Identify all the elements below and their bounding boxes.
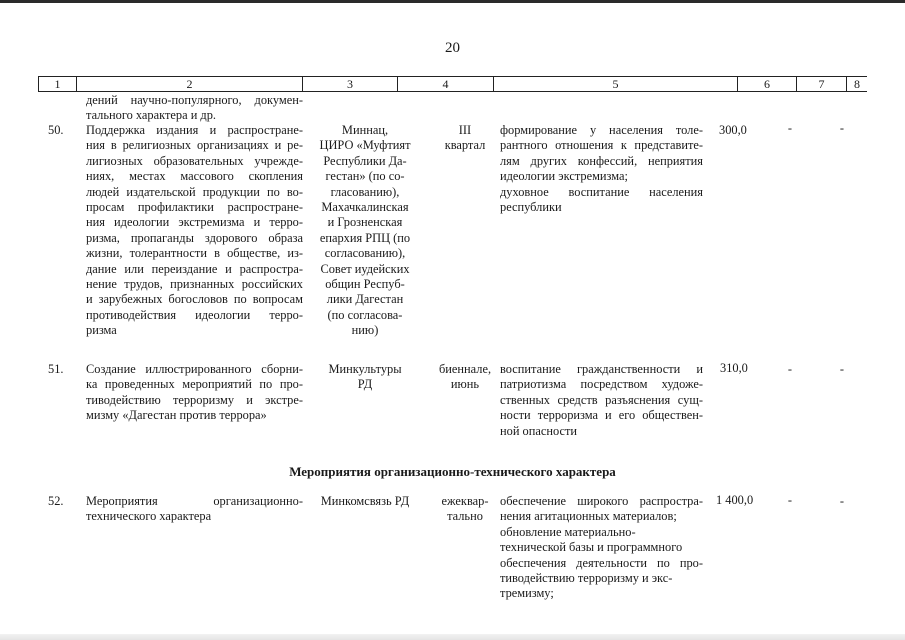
description-line: ния идеологии экстремизма и терро- — [86, 215, 303, 230]
description-line: противодействия идеологии терро- — [86, 307, 303, 322]
executor-line: ЦИРО «Муфтият — [319, 138, 411, 153]
term-line: III — [458, 123, 472, 137]
header-col-2: 2 — [76, 77, 302, 91]
description-line: мизму «Дагестан против террора» — [86, 408, 267, 423]
executor-line: Минкультуры — [328, 362, 402, 376]
header-col-7: 7 — [796, 77, 846, 91]
continuation-line: тального характера и др. — [86, 108, 217, 122]
result-line: духовное воспитание населения — [500, 184, 703, 199]
description-line: ния в религиозных организациях и ре- — [86, 138, 303, 153]
executor-line: епархия РПЦ (по — [319, 230, 411, 245]
description-line: тиводействию терроризму и экстре- — [86, 392, 303, 407]
continuation-line: дений научно-популярного, докумен- — [86, 93, 303, 107]
description-line: ниях, местах массового скопления — [86, 169, 303, 184]
row-number: 50. — [48, 123, 64, 137]
executor-line: нию) — [351, 323, 379, 338]
result-line: республики — [500, 200, 562, 214]
description-line: Создание иллюстрированного сборни- — [86, 362, 303, 376]
result-line: ственных средств разъяснения сущ- — [500, 392, 703, 407]
description-line: просам профилактики распростране- — [86, 200, 303, 214]
executor-line: гестан» (по со- — [325, 169, 405, 184]
result-line: тремизму; — [500, 586, 554, 601]
term-line: биеннале, — [438, 362, 492, 376]
col7-value: - — [787, 121, 793, 135]
result-line: технической базы и программного — [500, 540, 683, 555]
result-line: патриотизма посредством художе- — [500, 377, 703, 392]
scan-edge-top — [0, 0, 905, 3]
executor-line: Совет иудейских — [320, 261, 410, 276]
description-line: лигиозных образовательных учрежде- — [86, 153, 303, 168]
result-line: лям других конфессий, неприятия — [500, 153, 703, 168]
page-number: 20 — [445, 40, 460, 56]
header-col-8: 8 — [846, 77, 867, 91]
term-line: квартал — [444, 138, 486, 153]
description-line: жизни, толерантности в обществе, из- — [86, 246, 303, 261]
table-header — [38, 76, 867, 92]
col7-value: - — [787, 493, 793, 507]
row-number: 52. — [48, 494, 64, 508]
description-line: Поддержка издания и распростране- — [86, 123, 303, 137]
scan-edge-bottom — [0, 634, 905, 640]
amount: 1 400,0 — [716, 493, 754, 507]
description-line: людей издательской продукции по во- — [86, 184, 303, 199]
executor-line: Минкомсвязь РД — [320, 494, 410, 508]
executor-line: общин Респуб- — [325, 277, 405, 291]
description-line: нение трудов, признанных российских — [86, 277, 303, 291]
section-title: Мероприятия организационно-технического характера — [289, 464, 616, 479]
description-line: ка проведенных мероприятий по про- — [86, 377, 303, 392]
executor-line: РД — [357, 377, 373, 392]
result-line: воспитание гражданственности и — [500, 362, 703, 376]
col7-value: - — [787, 362, 793, 376]
header-col-4: 4 — [397, 77, 493, 91]
header-col-1: 1 — [38, 77, 76, 91]
description-line: ризма — [86, 323, 117, 338]
result-line: ности терроризма и его обществен- — [500, 408, 703, 423]
executor-line: гласованию), — [330, 184, 400, 199]
executor-line: и Грозненская — [327, 215, 403, 230]
col8-value: - — [839, 494, 845, 508]
executor-line: согласованию), — [324, 246, 406, 261]
result-line: обновление материально- — [500, 524, 636, 539]
amount: 300,0 — [719, 123, 747, 137]
header-col-6: 6 — [737, 77, 796, 91]
col8-value: - — [839, 121, 845, 135]
executor-line: Республики Да- — [323, 153, 407, 168]
description-line: Мероприятия организационно- — [86, 494, 303, 508]
description-line: и зарубежных богословов по вопросам — [86, 292, 303, 307]
amount: 310,0 — [720, 361, 748, 375]
description-line: ризма, пропаганды здорового образа — [86, 230, 303, 245]
description-line: дание или переиздание и распростра- — [86, 261, 303, 276]
executor-line: Махачкалинская — [321, 200, 409, 214]
term-line: тально — [447, 509, 483, 524]
executor-line: (по согласова- — [327, 307, 403, 322]
header-col-3: 3 — [302, 77, 397, 91]
result-line: обеспечение широкого распростра- — [500, 494, 703, 508]
header-col-5: 5 — [493, 77, 737, 91]
result-line: обеспечения деятельности по про- — [500, 555, 703, 570]
row-number: 51. — [48, 362, 64, 376]
result-line: рантного отношения к представите- — [500, 138, 703, 153]
description-line: технического характера — [86, 509, 212, 524]
executor-line: Миннац, — [341, 123, 389, 137]
term-line: июнь — [450, 377, 480, 392]
result-line: тиводействию терроризму и экс- — [500, 571, 673, 585]
result-line: нения агитационных материалов; — [500, 509, 677, 524]
executor-line: лики Дагестан — [326, 292, 404, 307]
term-line: ежеквар- — [441, 494, 489, 508]
result-line: идеологии экстремизма; — [500, 169, 628, 184]
col8-value: - — [839, 362, 845, 376]
result-line: формирование у населения толе- — [500, 123, 703, 137]
result-line: ной опасности — [500, 423, 578, 438]
